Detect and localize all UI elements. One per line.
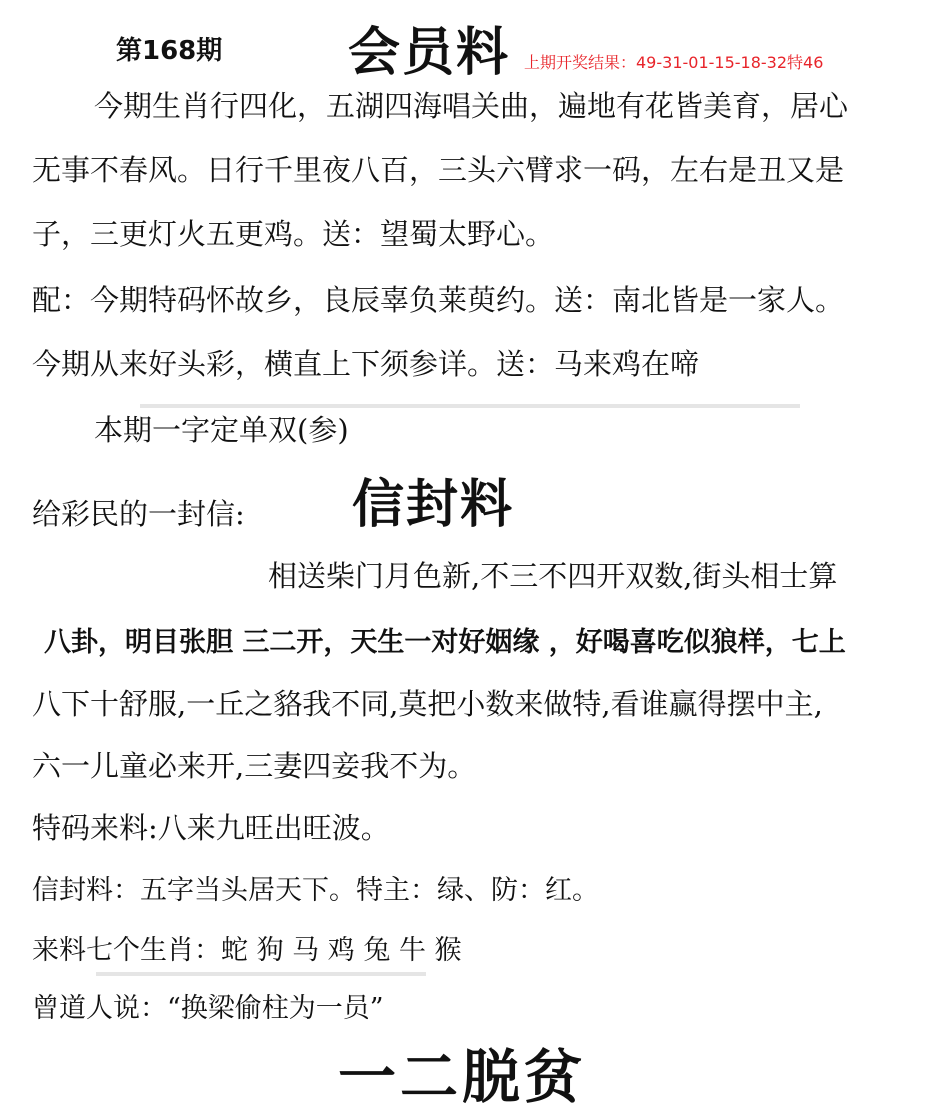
pairing-line-2: 今期从来好头彩，横直上下须参详。送：马来鸡在啼 (32, 347, 700, 381)
poem-line-3: 子，三更灯火五更鸡。送：望蜀太野心。 (32, 217, 555, 251)
poem-line-1: 今期生肖行四化，五湖四海唱关曲，遍地有花皆美育，居心 (94, 89, 849, 123)
daoist-saying-line: 曾道人说：“换梁偷柱为一员” (32, 993, 384, 1024)
pairing-line-1: 配：今期特码怀故乡，良辰辜负莱萸约。送：南北皆是一家人。 (32, 283, 845, 317)
member-material-title: 会员料 (348, 22, 511, 83)
envelope-material-line: 信封料：五字当头居天下。特主：绿、防：红。 (32, 875, 599, 906)
seven-zodiac-line: 来料七个生肖：蛇 狗 马 鸡 兔 牛 猴 (32, 935, 462, 966)
letter-line-1: 相送柴门月色新,不三不四开双数,街头相士算 (268, 559, 838, 593)
final-title: 一二脱贫 (338, 1043, 587, 1111)
issue-number: 第168期 (116, 36, 223, 66)
poem-line-2: 无事不春风。日行千里夜八百，三头六臂求一码，左右是丑又是 (32, 153, 845, 187)
letter-line-3: 八下十舒服,一丘之貉我不同,莫把小数来做特,看谁赢得摆中主, (32, 687, 823, 721)
last-draw-result: 上期开奖结果：49-31-01-15-18-32特46 (524, 53, 824, 72)
special-material-line: 特码来料:八来九旺出旺波。 (32, 811, 390, 845)
letter-line-4: 六一儿童必来开,三妻四妾我不为。 (32, 749, 477, 783)
single-double-line: 本期一字定单双(参) (94, 413, 349, 447)
letter-label: 给彩民的一封信: (32, 497, 245, 531)
letter-line-2: 八卦，明目张胆 三二开，天生一对好姻缘 ，好喝喜吃似狼样，七上 (44, 627, 846, 658)
scan-smudge (96, 972, 426, 976)
envelope-material-title: 信封料 (352, 474, 515, 535)
